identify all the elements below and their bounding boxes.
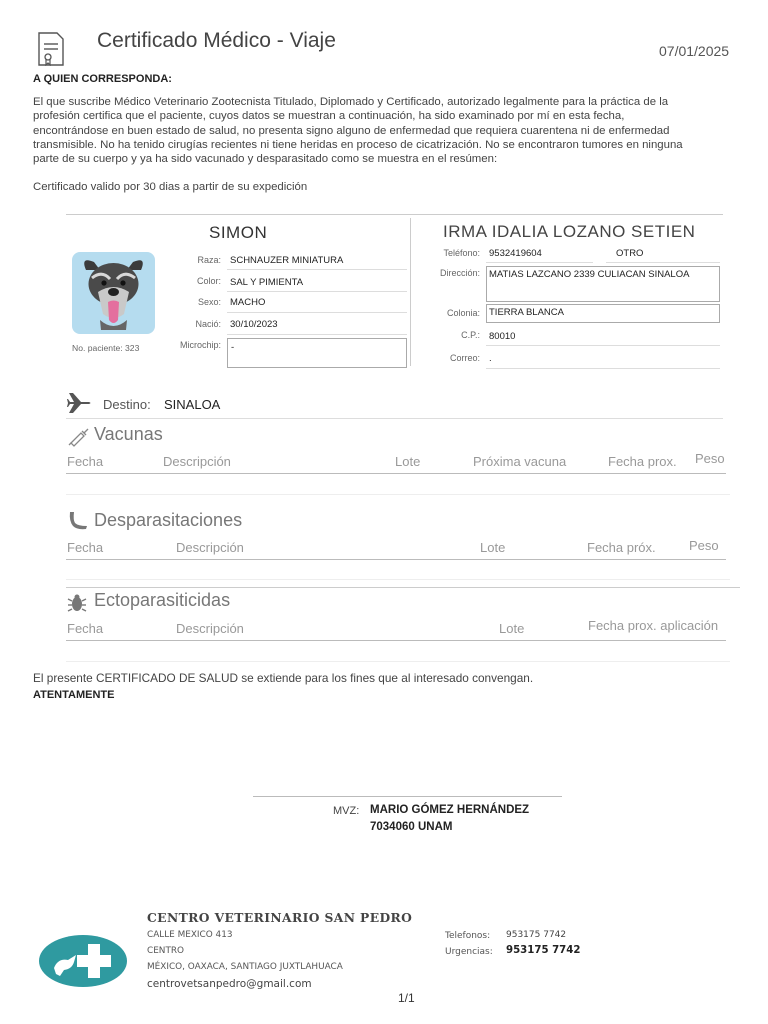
column-header: Fecha [67, 621, 104, 636]
phone-type: OTRO [616, 248, 644, 259]
field-underline [486, 345, 720, 346]
colonia-box [486, 304, 720, 323]
column-header: Fecha prox. aplicación [588, 618, 719, 633]
table-end-line [66, 579, 730, 580]
page-number: 1/1 [398, 991, 415, 1005]
column-header: Lote [395, 454, 421, 469]
microchip-label: Microchip: [179, 340, 221, 350]
field-underline [227, 269, 407, 270]
mvz-label: MVZ: [333, 805, 360, 817]
cp-value: 80010 [489, 331, 516, 342]
table-header-line [66, 473, 726, 474]
clinic-address-line: CALLE MEXICO 413 [147, 930, 233, 940]
column-header: Descripción [176, 540, 244, 555]
column-header: Lote [480, 540, 506, 555]
bug-icon [67, 593, 87, 613]
vaccines-title: Vacunas [94, 424, 163, 444]
breed-label: Raza: [197, 255, 221, 265]
urgencias-value: 953175 7742 [506, 945, 581, 956]
colonia-value: TIERRA BLANCA [489, 307, 564, 318]
address-value: MATIAS LAZCANO 2339 CULIACAN SINALOA [489, 269, 690, 280]
field-underline [486, 262, 593, 263]
patient-name: SIMON [209, 223, 268, 242]
table-header-line [66, 559, 726, 560]
column-divider [410, 218, 411, 366]
birth-label: Nació: [195, 319, 221, 329]
page-title: Certificado Médico - Viaje [97, 29, 336, 52]
destination-value: SINALOA [164, 397, 221, 412]
field-underline [227, 312, 407, 313]
color-value: SAL Y PIMIENTA [230, 277, 304, 288]
intro-line: transmisible. No ha tenido cirugías recientes ni tiene heridas en proceso de cicatrización. No se encontraron tumores en ninguna [33, 138, 683, 151]
certificate-document-icon [38, 32, 64, 66]
column-header: Peso [695, 451, 725, 466]
deworming-icon [67, 511, 89, 531]
column-header: Descripción [176, 621, 244, 636]
field-underline [486, 368, 720, 369]
column-header: Fecha próx. [587, 540, 656, 555]
column-header: Fecha prox. [608, 454, 677, 469]
ectoparasiticides-title: Ectoparasiticidas [94, 590, 231, 610]
clinic-address-line: CENTRO [147, 946, 185, 956]
intro-line: encontrándose en buen estado de salud, no presenta signo alguno de enfermedad que requiera cuarentena ni de enfermedad [33, 124, 670, 137]
address-label: Dirección: [439, 268, 480, 278]
intro-line: profesión certifica que el paciente, cuyos datos se muestran a continuación, ha sido examinado por mí en esta fecha, [33, 110, 625, 123]
syringe-icon [67, 425, 89, 447]
phones-label: Telefonos: [445, 931, 491, 941]
deworming-title: Desparasitaciones [94, 510, 243, 530]
closing-statement: El presente CERTIFICADO DE SALUD se extiende para los fines que al interesado convengan. [33, 671, 534, 685]
email-label: Correo: [449, 353, 480, 363]
urgencias-label: Urgencias: [445, 947, 493, 957]
phone-label: Teléfono: [443, 248, 480, 258]
section-divider [66, 418, 723, 419]
intro-line: parte de su cuerpo y ya ha sido vacunado y desparasitado como se muestra en el resúmen: [33, 153, 498, 166]
owner-name: IRMA IDALIA LOZANO SETIEN [443, 222, 696, 241]
intro-line: El que suscribe Médico Veterinario Zootecnista Titulado, Diplomado y Certificado, autorizado legalmente para la práctica de la [33, 96, 669, 108]
phone-value: 9532419604 [489, 248, 542, 259]
table-end-line [66, 494, 730, 495]
phones-value: 953175 7742 [506, 930, 567, 940]
table-end-line [66, 661, 730, 662]
signature-line [253, 796, 562, 797]
vet-name: MARIO GÓMEZ HERNÁNDEZ [370, 804, 530, 816]
destination-label: Destino: [103, 397, 151, 412]
column-header: Descripción [163, 454, 231, 469]
validity-note: Certificado valido por 30 dias a partir de su expedición [33, 181, 308, 193]
intro-paragraph [33, 95, 733, 166]
field-underline [227, 291, 407, 292]
column-header: Próxima vacuna [473, 454, 567, 469]
clinic-email: centrovetsanpedro@gmail.com [147, 978, 312, 990]
table-header-line [66, 640, 726, 641]
breed-value: SCHNAUZER MINIATURA [230, 255, 344, 266]
clinic-name: CENTRO VETERINARIO SAN PEDRO [147, 910, 413, 925]
birth-value: 30/10/2023 [230, 319, 278, 330]
clinic-address-line: MÉXICO, OAXACA, SANTIAGO JUXTLAHUACA [147, 962, 343, 972]
vet-license: 7034060 UNAM [370, 821, 453, 833]
section-divider [66, 214, 723, 215]
colonia-label: Colonia: [446, 308, 480, 318]
section-divider [66, 587, 740, 588]
column-header: Fecha [67, 540, 104, 555]
address-box [486, 266, 720, 302]
field-underline [227, 334, 407, 335]
clinic-logo [38, 934, 128, 988]
color-label: Color: [196, 276, 221, 286]
patient-number: No. paciente: 323 [72, 343, 140, 353]
microchip-value: - [231, 342, 235, 353]
email-value: . [489, 353, 492, 364]
microchip-box [227, 338, 407, 368]
sex-label: Sexo: [197, 297, 221, 307]
certificate-date: 07/01/2025 [659, 43, 730, 59]
atentamente: ATENTAMENTE [33, 689, 115, 701]
column-header: Fecha [67, 454, 104, 469]
airplane-icon [67, 391, 93, 415]
column-header: Lote [499, 621, 525, 636]
field-underline [606, 262, 720, 263]
sex-value: MACHO [230, 297, 266, 308]
cp-label: C.P.: [461, 330, 480, 340]
greeting: A QUIEN CORRESPONDA: [33, 73, 172, 85]
column-header: Peso [689, 538, 719, 553]
